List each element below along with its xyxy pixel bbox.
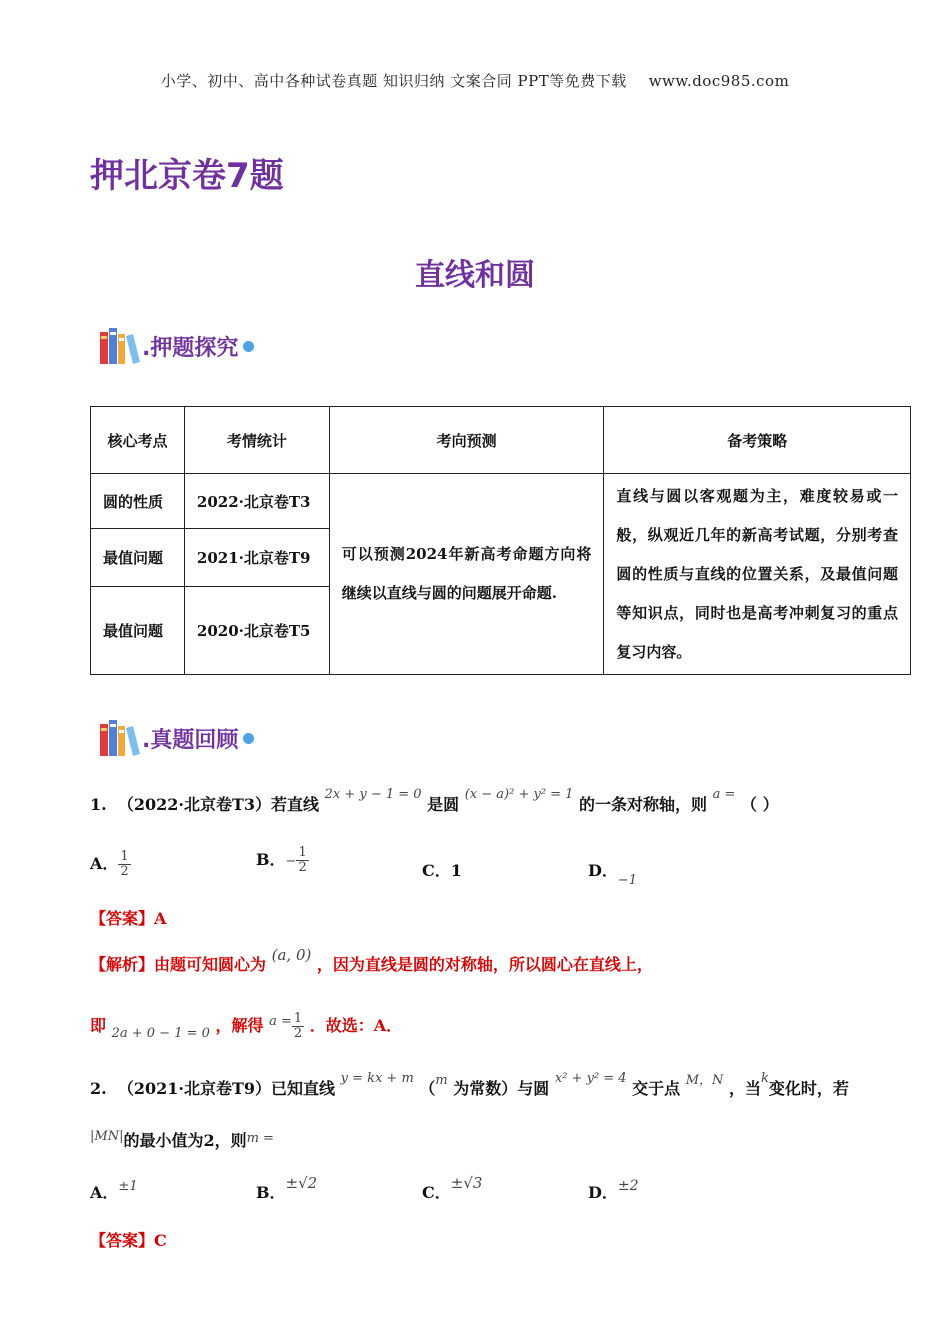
section-label: .真题回顾 <box>142 727 239 753</box>
books-icon <box>98 718 142 758</box>
table-cell: 最值问题 <box>91 529 185 587</box>
table-header: 考情统计 <box>184 407 329 474</box>
section-heading-explore <box>98 326 254 366</box>
option-a[interactable]: A． $\frac{1}{2}$ <box>90 849 129 879</box>
variable-a: a = <box>712 787 736 802</box>
answer-2: 【答案】C <box>90 1231 167 1250</box>
table-cell: 2021·北京卷T9 <box>184 529 329 587</box>
table-cell: 最值问题 <box>91 587 185 675</box>
circle-equation: x² + y² = 4 <box>554 1071 627 1086</box>
dot-icon <box>243 733 254 744</box>
option-c[interactable]: C．1 <box>422 861 462 880</box>
line-equation: y = kx + m <box>340 1071 414 1086</box>
option-d[interactable]: D．$_{-1}$ <box>588 861 638 888</box>
question-1: 1. （2022·北京卷T3）若直线 $^{2x + y - 1 = 0}$ 是圆 $^{(x - a)^2 + y^2 = 1}$ 的一条对称轴，则 $^{a =}$ （ ） <box>90 787 779 814</box>
table-cell: 2022·北京卷T3 <box>184 474 329 529</box>
table-header: 备考策略 <box>604 407 911 474</box>
option-b[interactable]: B．±√2 <box>256 1174 318 1202</box>
option-b[interactable]: B．− $\frac{1}{2}$ <box>256 845 307 875</box>
header-url[interactable]: www.doc985.com <box>648 72 790 90</box>
table-header: 核心考点 <box>91 407 185 474</box>
section-label: .押题探究 <box>142 335 239 361</box>
option-c[interactable]: C．±√3 <box>422 1174 483 1202</box>
analysis-1-line2: 即 $_{2a + 0 - 1 = 0}$ ，解得 $^{a =}$ $\frac{1}{2}$ ．故选：A． <box>90 1011 403 1041</box>
page-header <box>0 70 950 91</box>
equation-2: 2a + 0 − 1 = 0 <box>111 1026 210 1041</box>
question-2-line2: $^{|MN|}$的最小值为2，则$^{m =}$ <box>90 1129 274 1150</box>
topic-title: 直线和圆 <box>415 258 535 293</box>
prediction-cell: 可以预测2024年新高考命题方向将继续以直线与圆的问题展开命题. <box>329 474 604 675</box>
exam-analysis-table <box>90 406 911 675</box>
circle-equation: (x − a)² + y² = 1 <box>464 787 574 802</box>
table-cell: 圆的性质 <box>91 474 185 529</box>
option-a[interactable]: A．$^{\pm 1}$ <box>90 1179 138 1202</box>
table-header: 考向预测 <box>329 407 604 474</box>
dot-icon <box>243 341 254 352</box>
line-equation: 2x + y − 1 = 0 <box>324 787 422 802</box>
section-heading-review <box>98 718 254 758</box>
table-row <box>91 474 911 529</box>
circle-center: (a, 0) <box>271 946 312 964</box>
strategy-cell: 直线与圆以客观题为主，难度较易或一般，纵观近几年的新高考试题，分别考查圆的性质与直线的位置关系，及最值问题等知识点，同时也是高考冲刺复习的重点复习内容。 <box>604 474 911 675</box>
answer-1: 【答案】A <box>90 909 167 928</box>
question-2: 2. （2021·北京卷T9）已知直线 $^{y = kx + m}$ （$^m$ 为常数）与圆 $^{x^2 + y^2 = 4}$ 交于点 $^{M,N}$ ，当$^k$变化时，若 <box>90 1071 849 1098</box>
option-d[interactable]: D．±2 <box>588 1178 639 1202</box>
header-text: 小学、初中、高中各种试卷真题 知识归纳 文案合同 PPT等免费下载 <box>160 72 627 90</box>
analysis-1: 【解析】由题可知圆心为 (a, 0) ，因为直线是圆的对称轴，所以圆心在直线上， <box>90 946 653 974</box>
document-title: 押北京卷7题 <box>90 156 284 196</box>
table-header-row <box>91 407 911 474</box>
books-icon <box>98 326 142 366</box>
table-cell: 2020·北京卷T5 <box>184 587 329 675</box>
